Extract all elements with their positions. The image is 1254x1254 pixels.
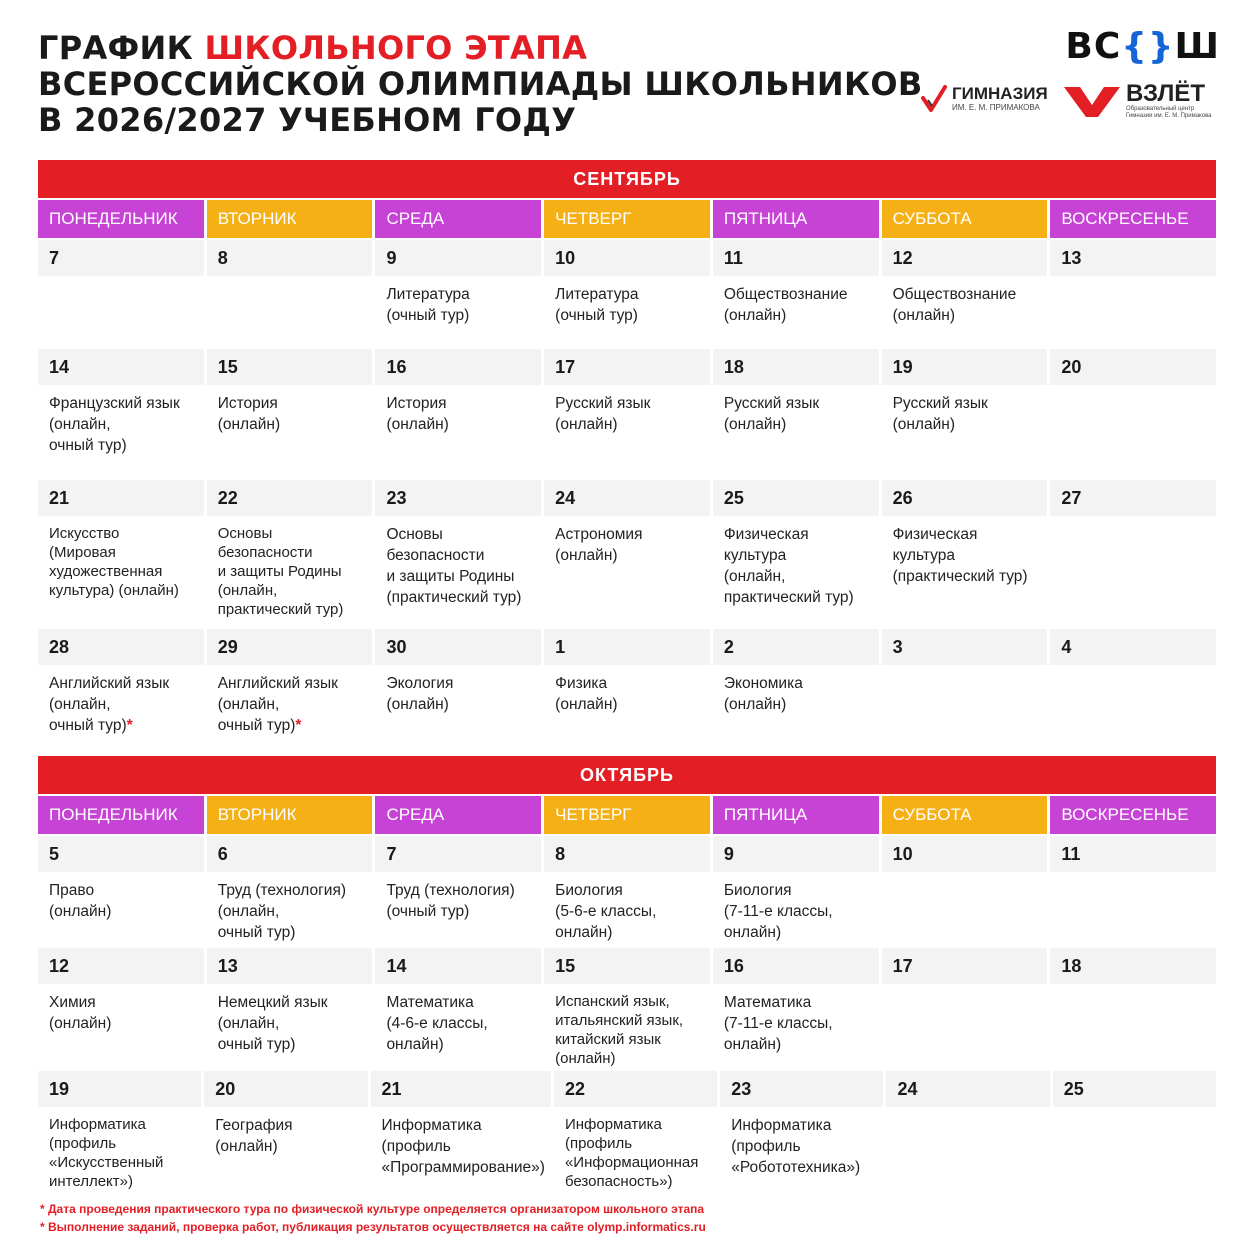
weekday-sunday: ВОСКРЕСЕНЬЕ <box>1050 796 1216 834</box>
event-text <box>713 516 879 624</box>
gymnasium-sub: ИМ. Е. М. ПРИМАКОВА <box>952 103 1040 112</box>
day-number: 22 <box>207 480 373 516</box>
weekday-monday: ПОНЕДЕЛЬНИК <box>38 796 204 834</box>
vzlet-name: ВЗЛЁТ <box>1126 80 1206 107</box>
day-number: 8 <box>544 836 710 872</box>
event-text <box>713 276 879 344</box>
event-line: практический тур) <box>217 601 344 618</box>
day-cell <box>882 240 1048 344</box>
week-row <box>38 1071 1216 1190</box>
event-line: (онлайн, <box>217 582 278 599</box>
day-number: 25 <box>1053 1071 1216 1107</box>
event-line: онлайн) <box>555 924 613 941</box>
day-cell <box>1050 240 1216 344</box>
week-row <box>38 240 1216 344</box>
weekday-thursday: ЧЕТВЕРГ <box>544 796 710 834</box>
day-number: 9 <box>375 240 541 276</box>
event-line: Искусство <box>49 525 120 542</box>
day-number: 26 <box>882 480 1048 516</box>
event-line: «Искусственный <box>49 1154 164 1171</box>
event-line: (онлайн) <box>386 416 449 433</box>
month-october: ОКТЯБРЬ <box>38 756 1216 794</box>
event-text <box>38 516 204 624</box>
event-text <box>713 385 879 475</box>
day-number: 7 <box>375 836 541 872</box>
calendar-october <box>38 836 1216 1188</box>
weekday-wednesday: СРЕДА <box>375 200 541 238</box>
event-line: очный тур)* <box>49 717 133 734</box>
event-line: История <box>386 395 447 412</box>
day-number: 25 <box>713 480 879 516</box>
day-cell <box>38 1071 201 1190</box>
event-line: онлайн) <box>723 924 782 941</box>
event-line: художественная <box>49 563 163 580</box>
event-text <box>204 1107 367 1183</box>
day-number: 23 <box>720 1071 883 1107</box>
event-line: Основы безопасности <box>386 526 485 564</box>
event-line: Русский язык <box>723 395 820 412</box>
event-line: Право <box>49 882 95 899</box>
event-text <box>544 665 710 741</box>
event-line: Труд (технология) <box>386 882 515 899</box>
event-line: (очный тур) <box>386 903 470 920</box>
event-text <box>713 872 879 943</box>
footnote-1: * Дата проведения практического тура по физической культуре определяется организатором школьного этапа <box>40 1202 705 1216</box>
event-line: История <box>217 395 278 412</box>
event-line: Русский язык <box>555 395 651 412</box>
event-line: Обществознание <box>723 286 848 303</box>
event-text <box>207 516 373 624</box>
event-line: (онлайн) <box>555 1050 616 1067</box>
day-number: 20 <box>204 1071 367 1107</box>
event-text <box>713 984 879 1066</box>
event-text <box>882 276 1048 344</box>
day-number: 21 <box>38 480 204 516</box>
event-text <box>207 984 373 1066</box>
event-text <box>882 665 1048 741</box>
day-number: 3 <box>882 629 1048 665</box>
event-text <box>375 385 541 475</box>
day-number: 6 <box>207 836 373 872</box>
event-line: (онлайн, <box>217 696 280 713</box>
day-cell <box>544 480 710 624</box>
footnote-2: * Выполнение заданий, проверка работ, публикация результатов осуществляется на сайте olymp.informatics.ru <box>40 1220 706 1234</box>
vzlet-sub: Образовательный центр Гимназии им. Е. М. Примакова <box>1126 106 1212 119</box>
day-cell <box>38 948 204 1066</box>
event-text <box>882 872 1048 943</box>
week-row <box>38 948 1216 1066</box>
day-cell <box>207 629 373 741</box>
day-number: 2 <box>713 629 879 665</box>
event-line: «Робототехника») <box>731 1159 861 1176</box>
event-line: безопасность») <box>564 1173 673 1190</box>
event-text <box>375 516 541 624</box>
day-number: 17 <box>544 349 710 385</box>
day-number: 13 <box>207 948 373 984</box>
footnote-star: * <box>126 717 133 734</box>
event-line: Экономика <box>723 675 803 692</box>
weekday-friday: ПЯТНИЦА <box>713 200 879 238</box>
event-line: Литература <box>555 286 639 303</box>
event-text <box>882 385 1048 475</box>
day-cell <box>38 629 204 741</box>
day-number: 16 <box>713 948 879 984</box>
event-line: очный тур)* <box>217 717 302 734</box>
event-line: итальянский язык, <box>555 1012 684 1029</box>
event-text <box>207 385 373 475</box>
day-cell <box>882 480 1048 624</box>
day-cell <box>713 948 879 1066</box>
day-cell <box>544 836 710 943</box>
vzlet-logo <box>1062 82 1216 120</box>
day-number: 11 <box>1050 836 1216 872</box>
day-number: 14 <box>375 948 541 984</box>
event-line: (7-11-е классы, <box>723 903 833 920</box>
event-text <box>375 872 541 943</box>
day-number: 15 <box>544 948 710 984</box>
event-text <box>544 385 710 475</box>
day-cell <box>38 480 204 624</box>
day-number: 19 <box>38 1071 201 1107</box>
day-number: 20 <box>1050 349 1216 385</box>
event-text <box>1050 665 1216 741</box>
weekday-friday: ПЯТНИЦА <box>713 796 879 834</box>
event-text <box>720 1107 883 1183</box>
day-number: 23 <box>375 480 541 516</box>
day-cell <box>1050 836 1216 943</box>
event-text <box>554 1107 717 1191</box>
weekday-bar-september <box>38 200 1216 238</box>
event-line: (профиль <box>564 1135 633 1152</box>
day-cell <box>544 349 710 475</box>
weekday-tuesday: ВТОРНИК <box>207 796 373 834</box>
event-line: очный тур) <box>217 924 296 941</box>
day-cell <box>207 240 373 344</box>
event-line: Французский язык <box>49 395 180 412</box>
event-line: Экология <box>386 675 454 692</box>
day-cell <box>207 349 373 475</box>
day-number: 5 <box>38 836 204 872</box>
day-number: 14 <box>38 349 204 385</box>
event-text <box>882 984 1048 1066</box>
event-line: (профиль <box>381 1138 451 1155</box>
event-line: Труд (технология) <box>217 882 347 899</box>
event-line: и защиты Родины <box>386 568 515 585</box>
day-cell <box>375 349 541 475</box>
vzlet-v-icon <box>1062 83 1122 119</box>
event-line: (7-11-е классы, <box>723 1015 833 1032</box>
footnote-star: * <box>295 717 302 734</box>
day-number: 19 <box>882 349 1048 385</box>
event-line: Русский язык <box>892 395 988 412</box>
day-cell <box>882 948 1048 1066</box>
title-line-2: ВСЕРОССИЙСКОЙ ОЛИМПИАДЫ ШКОЛЬНИКОВ <box>38 65 923 103</box>
event-line: практический тур) <box>723 589 854 606</box>
logos <box>920 26 1220 126</box>
event-line: Биология <box>555 882 623 899</box>
event-line: (онлайн, <box>723 568 786 585</box>
day-number: 16 <box>375 349 541 385</box>
event-text <box>207 276 373 344</box>
gymnasium-logo <box>920 84 1048 114</box>
day-number: 9 <box>713 836 879 872</box>
page-title <box>38 30 923 138</box>
event-line: (профиль <box>49 1135 117 1152</box>
checkmark-icon <box>920 84 948 114</box>
vsosh-logo: ВС{}Ш <box>1065 26 1220 67</box>
day-cell <box>375 629 541 741</box>
event-line: (профиль <box>731 1138 801 1155</box>
day-number: 24 <box>886 1071 1049 1107</box>
title-line-3: В 2026/2027 УЧЕБНОМ ГОДУ <box>38 101 577 139</box>
day-number: 28 <box>38 629 204 665</box>
event-line: Английский язык <box>217 675 338 692</box>
event-line: онлайн) <box>386 1036 444 1053</box>
day-number: 18 <box>1050 948 1216 984</box>
day-cell <box>207 836 373 943</box>
event-text <box>882 516 1048 624</box>
day-cell <box>207 480 373 624</box>
event-line: Литература <box>386 286 470 303</box>
weekday-sunday: ВОСКРЕСЕНЬЕ <box>1050 200 1216 238</box>
event-line: Немецкий язык <box>217 994 328 1011</box>
day-number: 18 <box>713 349 879 385</box>
event-line: (онлайн) <box>555 547 618 564</box>
weekday-monday: ПОНЕДЕЛЬНИК <box>38 200 204 238</box>
weekday-thursday: ЧЕТВЕРГ <box>544 200 710 238</box>
event-line: очный тур) <box>49 437 127 454</box>
event-line: Английский язык <box>49 675 170 692</box>
day-number: 21 <box>371 1071 551 1107</box>
event-line: (онлайн) <box>723 307 787 324</box>
event-line: Информатика <box>731 1117 832 1134</box>
day-cell <box>713 349 879 475</box>
weekday-saturday: СУББОТА <box>882 796 1048 834</box>
event-line: (онлайн) <box>217 416 281 433</box>
day-cell <box>38 836 204 943</box>
event-text <box>38 872 204 943</box>
week-row <box>38 480 1216 624</box>
event-line: «Информационная <box>564 1154 699 1171</box>
day-cell <box>882 836 1048 943</box>
event-line: (очный тур) <box>386 307 470 324</box>
day-cell <box>375 480 541 624</box>
event-line: культура) (онлайн) <box>49 582 179 599</box>
calendar-september <box>38 240 1216 746</box>
event-text <box>38 984 204 1066</box>
event-line: Астрономия <box>555 526 643 543</box>
event-text <box>1050 276 1216 344</box>
day-number: 17 <box>882 948 1048 984</box>
event-line: (онлайн) <box>723 696 787 713</box>
day-number: 13 <box>1050 240 1216 276</box>
event-line: (онлайн, <box>217 1015 280 1032</box>
event-line: (очный тур) <box>555 307 638 324</box>
event-text <box>38 665 204 741</box>
event-line: (онлайн) <box>49 1015 112 1032</box>
event-text <box>207 872 373 943</box>
weekday-bar-october <box>38 796 1216 834</box>
event-line: (онлайн) <box>49 903 112 920</box>
event-text <box>544 516 710 624</box>
weekday-tuesday: ВТОРНИК <box>207 200 373 238</box>
month-september: СЕНТЯБРЬ <box>38 160 1216 198</box>
event-line: (онлайн) <box>555 416 618 433</box>
event-line: (онлайн, <box>49 416 111 433</box>
event-line: Испанский язык, <box>555 993 670 1010</box>
event-text <box>371 1107 551 1183</box>
day-cell <box>544 240 710 344</box>
event-line: (онлайн) <box>215 1138 278 1155</box>
event-text <box>375 984 541 1066</box>
day-number: 11 <box>713 240 879 276</box>
day-cell <box>882 349 1048 475</box>
event-text <box>1050 984 1216 1066</box>
event-line: Физическая культура <box>892 526 978 564</box>
day-cell <box>554 1071 717 1190</box>
event-line: Физическая культура <box>723 526 809 564</box>
event-line: (4-6-е классы, <box>386 1015 488 1032</box>
day-cell <box>882 629 1048 741</box>
event-line: (онлайн) <box>892 307 955 324</box>
day-number: 4 <box>1050 629 1216 665</box>
event-line: География <box>215 1117 293 1134</box>
event-line: (онлайн, <box>49 696 111 713</box>
day-number: 30 <box>375 629 541 665</box>
event-line: (онлайн) <box>892 416 955 433</box>
event-text <box>207 665 373 741</box>
weekday-wednesday: СРЕДА <box>375 796 541 834</box>
event-line: Химия <box>49 994 96 1011</box>
event-text <box>375 276 541 344</box>
event-text <box>1053 1107 1216 1183</box>
event-line: (практический тур) <box>386 589 522 606</box>
event-text <box>38 1107 201 1191</box>
day-number: 27 <box>1050 480 1216 516</box>
event-line: Математика <box>723 994 812 1011</box>
day-cell <box>720 1071 883 1183</box>
event-line: (онлайн) <box>386 696 449 713</box>
event-text <box>544 984 710 1068</box>
day-cell <box>713 240 879 344</box>
event-line: (онлайн, <box>217 903 280 920</box>
event-line: Информатика <box>49 1116 146 1133</box>
event-text <box>544 276 710 344</box>
day-cell <box>1053 1071 1216 1183</box>
day-cell <box>38 349 204 475</box>
day-number: 24 <box>544 480 710 516</box>
day-cell <box>544 629 710 741</box>
day-cell <box>1050 948 1216 1066</box>
day-cell <box>544 948 710 1066</box>
event-line: (практический тур) <box>892 568 1028 585</box>
day-number: 12 <box>38 948 204 984</box>
day-number: 1 <box>544 629 710 665</box>
event-line: (5-6-е классы, <box>555 903 657 920</box>
week-row <box>38 349 1216 475</box>
day-cell <box>375 240 541 344</box>
event-line: Основы безопасности <box>217 525 313 561</box>
day-cell <box>207 948 373 1066</box>
event-line: интеллект») <box>49 1173 133 1190</box>
weekday-saturday: СУББОТА <box>882 200 1048 238</box>
event-text <box>1050 516 1216 624</box>
gymnasium-name: ГИМНАЗИЯ <box>952 84 1048 103</box>
event-line: китайский язык <box>555 1031 661 1048</box>
day-number: 15 <box>207 349 373 385</box>
day-cell <box>1050 349 1216 475</box>
event-text <box>713 665 879 741</box>
day-cell <box>713 629 879 741</box>
day-cell <box>1050 629 1216 741</box>
day-cell <box>1050 480 1216 624</box>
day-cell <box>886 1071 1049 1183</box>
day-number: 10 <box>544 240 710 276</box>
event-text <box>38 276 204 344</box>
title-prefix: ГРАФИК <box>38 29 205 67</box>
event-line: Информатика <box>381 1117 482 1134</box>
event-line: Физика <box>555 675 608 692</box>
day-number: 7 <box>38 240 204 276</box>
day-cell <box>371 1071 551 1183</box>
event-line: и защиты Родины <box>217 563 342 580</box>
event-line: «Программирование») <box>381 1159 545 1176</box>
day-number: 29 <box>207 629 373 665</box>
event-line: (онлайн) <box>723 416 787 433</box>
event-text <box>38 385 204 475</box>
event-text <box>1050 872 1216 943</box>
event-line: очный тур) <box>217 1036 296 1053</box>
day-number: 22 <box>554 1071 717 1107</box>
day-cell <box>375 836 541 943</box>
event-line: Математика <box>386 994 474 1011</box>
day-cell <box>38 240 204 344</box>
event-line: Биология <box>723 882 792 899</box>
title-accent: ШКОЛЬНОГО ЭТАПА <box>204 29 588 67</box>
event-text <box>1050 385 1216 475</box>
day-cell <box>713 480 879 624</box>
week-row <box>38 836 1216 943</box>
week-row <box>38 629 1216 741</box>
event-text <box>544 872 710 943</box>
day-cell <box>713 836 879 943</box>
event-line: онлайн) <box>723 1036 782 1053</box>
event-text <box>886 1107 1049 1183</box>
event-line: (онлайн) <box>555 696 618 713</box>
day-number: 12 <box>882 240 1048 276</box>
event-line: Обществознание <box>892 286 1017 303</box>
event-line: Информатика <box>564 1116 662 1133</box>
day-number: 8 <box>207 240 373 276</box>
event-text <box>375 665 541 741</box>
day-cell <box>375 948 541 1066</box>
day-cell <box>204 1071 367 1183</box>
day-number: 10 <box>882 836 1048 872</box>
event-line: (Мировая <box>49 544 116 561</box>
